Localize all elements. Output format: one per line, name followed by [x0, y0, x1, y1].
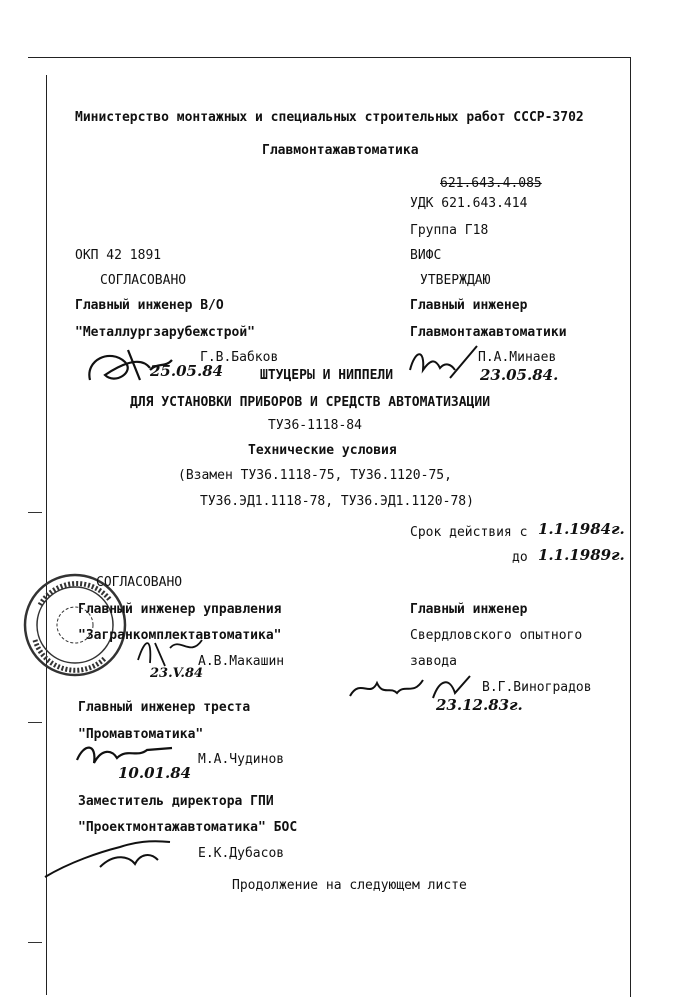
replaces-line2: ТУ36.ЭД1.1118-78, ТУ36.ЭД1.1120-78) [200, 494, 474, 509]
continuation-note: Продолжение на следующем листе [232, 878, 467, 893]
signature-makashin-icon [130, 628, 210, 668]
agreement2-company-line2: завода [410, 654, 457, 669]
left-approval-position: Главный инженер В/О [75, 298, 224, 313]
agreements-heading: СОГЛАСОВАНО [96, 575, 183, 590]
signature-dubasov-icon [40, 832, 180, 882]
right-approval-position: Главный инженер [410, 298, 528, 313]
agreement1-date: 23.V.84 [150, 666, 204, 681]
page-frame-right [630, 57, 631, 997]
validity-to-label: до [512, 550, 528, 565]
agreement1-position: Главный инженер управления [78, 602, 282, 617]
agreement4-company: "Проектмонтажавтоматика" БОС [78, 820, 298, 835]
right-approval-name: П.А.Минаев [478, 350, 557, 365]
margin-tick [28, 722, 42, 723]
agreement2-name: В.Г.Виноградов [482, 680, 592, 695]
agreement4-position: Заместитель директора ГПИ [78, 794, 274, 809]
validity-from-value: 1.1.1984г. [538, 520, 625, 538]
signature-vinogradov-icon [345, 668, 475, 708]
left-approval-name: Г.В.Бабков [200, 350, 279, 365]
agreement1-company: "Загранкомплектавтоматика" [78, 628, 282, 643]
agreement1-name: А.В.Макашин [198, 654, 285, 669]
agreement3-date: 10.01.84 [118, 764, 192, 782]
okp-code: ОКП 42 1891 [75, 248, 162, 263]
agreement3-name: М.А.Чудинов [198, 752, 285, 767]
margin-tick [28, 942, 42, 943]
document-subtitle: Технические условия [248, 443, 397, 458]
group-code: Группа Г18 [410, 223, 489, 238]
agreement3-company: "Промавтоматика" [78, 727, 204, 742]
ministry-line: Министерство монтажных и специальных строительных работ СССР-3702 [75, 110, 584, 125]
replaces-line1: (Взамен ТУ36.1118-75, ТУ36.1120-75, [178, 468, 452, 483]
signature-minaev-icon [405, 340, 485, 385]
agreement4-name: Е.К.Дубасов [198, 846, 285, 861]
signature-babkov-icon [80, 340, 180, 390]
signature-chudinov-icon [72, 738, 182, 773]
udk-code: УДК 621.643.414 [410, 196, 528, 211]
document-title-line2: ДЛЯ УСТАНОВКИ ПРИБОРОВ И СРЕДСТВ АВТОМАТИЗАЦИИ [130, 395, 491, 410]
left-approval-date: 25.05.84 [150, 362, 224, 380]
margin-tick [28, 512, 42, 513]
agreement2-company: Свердловского опытного [410, 628, 583, 643]
left-approval-company: "Металлургзарубежстрой" [75, 325, 256, 340]
document-title-line1: ШТУЦЕРЫ И НИППЕЛИ [260, 368, 394, 383]
right-approval-date: 23.05.84. [480, 366, 559, 384]
right-approval-company: Главмонтажавтоматики [410, 325, 567, 340]
agreement2-date: 23.12.83г. [436, 696, 523, 714]
vifs-label: ВИФС [410, 248, 442, 263]
old-code: 621.643.4.085 [440, 176, 542, 191]
page-frame-top [28, 57, 630, 58]
organization-title: Главмонтажавтоматика [262, 143, 419, 158]
validity-from-label: Срок действия с [410, 525, 528, 540]
validity-to-value: 1.1.1989г. [538, 546, 625, 564]
right-approval-heading: УТВЕРЖДАЮ [420, 273, 491, 288]
agreement2-position: Главный инженер [410, 602, 528, 617]
left-approval-heading: СОГЛАСОВАНО [100, 273, 187, 288]
agreement3-position: Главный инженер треста [78, 700, 251, 715]
document-code: ТУ36-1118-84 [268, 418, 362, 433]
